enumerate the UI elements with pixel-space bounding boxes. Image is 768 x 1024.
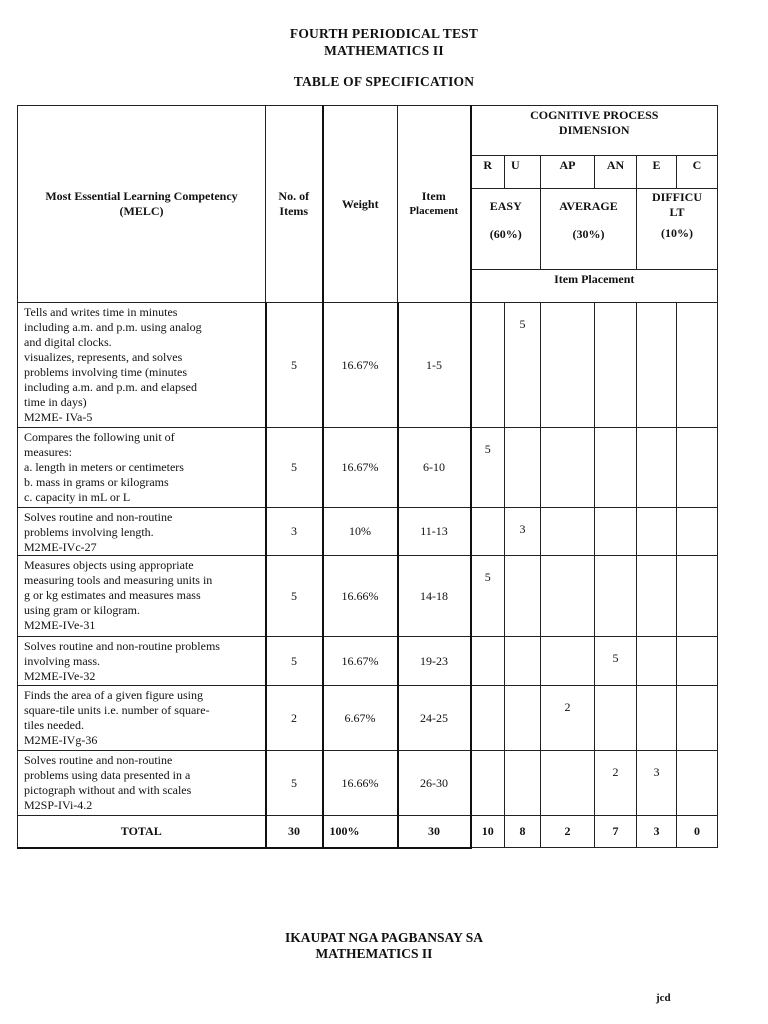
competency-line: c. capacity in mL or L	[24, 490, 131, 504]
level-c-cell	[677, 508, 718, 556]
weight-cell: 16.67%	[323, 637, 398, 686]
level-ap-cell	[541, 508, 595, 556]
level-ap-cell	[541, 637, 595, 686]
competency-cell	[18, 751, 266, 816]
difficulty-easy	[471, 189, 541, 270]
items-cell: 2	[266, 686, 323, 751]
weight-cell: 16.66%	[323, 751, 398, 816]
items-cell: 3	[266, 508, 323, 556]
competency-line: square-tile units i.e. number of square-	[24, 703, 210, 717]
competency-line: measures:	[24, 445, 72, 459]
competency-line: g or kg estimates and measures mass	[24, 588, 201, 602]
average-percent: (30%)	[572, 227, 605, 241]
level-u-cell	[505, 428, 541, 508]
level-c-cell	[677, 556, 718, 637]
title-line-3: TABLE OF SPECIFICATION	[293, 74, 475, 89]
total-r: 10	[471, 816, 505, 848]
items-cell: 5	[266, 303, 323, 428]
difficult-label-2: LT	[669, 205, 685, 219]
weight-cell: 10%	[323, 508, 398, 556]
level-an-cell: 5	[595, 637, 637, 686]
table-row	[18, 751, 718, 816]
competency-line: Solves routine and non-routine	[24, 753, 173, 767]
competency-line: M2ME-IVe-32	[24, 669, 96, 683]
competency-line: M2ME- IVa-5	[24, 410, 93, 424]
competency-cell	[18, 686, 266, 751]
competency-line: Solves routine and non-routine problems	[24, 639, 220, 653]
level-e-cell	[637, 303, 677, 428]
level-e: E	[637, 156, 677, 189]
level-r-cell	[471, 751, 505, 816]
placement-cell: 6-10	[398, 428, 471, 508]
table-row	[18, 508, 718, 556]
level-e-cell: 3	[637, 751, 677, 816]
footer-line-1: IKAUPAT NGA PAGBANSAY SA	[285, 930, 483, 945]
competency-cell	[18, 508, 266, 556]
level-u-cell	[505, 751, 541, 816]
competency-line: measuring tools and measuring units in	[24, 573, 213, 587]
total-items: 30	[266, 816, 323, 848]
competency-line: problems involving length.	[24, 525, 154, 539]
level-r-cell	[471, 508, 505, 556]
competency-cell	[18, 637, 266, 686]
level-c-cell	[677, 303, 718, 428]
competency-line: problems involving time (minutes	[24, 365, 187, 379]
footer-line-2: MATHEMATICS II	[315, 946, 433, 961]
title-line-2: MATHEMATICS II	[324, 43, 444, 58]
level-u-cell: 5	[505, 303, 541, 428]
items-cell: 5	[266, 428, 323, 508]
competency-line: Compares the following unit of	[24, 430, 175, 444]
level-u-cell	[505, 637, 541, 686]
table-row	[18, 428, 718, 508]
level-c: C	[677, 156, 718, 189]
level-ap-cell: 2	[541, 686, 595, 751]
header-cognitive-dimension: COGNITIVE PROCESS DIMENSION	[471, 106, 718, 156]
total-ap: 2	[541, 816, 595, 848]
level-u-cell: 3	[505, 508, 541, 556]
level-e-cell	[637, 428, 677, 508]
placement-cell: 14-18	[398, 556, 471, 637]
total-weight: 100%	[323, 816, 398, 848]
level-an-cell	[595, 303, 637, 428]
level-c-cell	[677, 686, 718, 751]
level-e-cell	[637, 637, 677, 686]
competency-line: Solves routine and non-routine	[24, 510, 173, 524]
header-melc: Most Essential Learning Competency (MELC)	[18, 106, 266, 303]
competency-cell	[18, 556, 266, 637]
level-r-cell: 5	[471, 556, 505, 637]
weight-cell: 16.66%	[323, 556, 398, 637]
competency-line: problems using data presented in a	[24, 768, 191, 782]
competency-line: pictograph without and with scales	[24, 783, 192, 797]
level-r: R	[471, 156, 505, 189]
items-cell: 5	[266, 556, 323, 637]
level-c-cell	[677, 751, 718, 816]
easy-percent: (60%)	[489, 227, 522, 241]
level-r-cell	[471, 637, 505, 686]
level-ap: AP	[541, 156, 595, 189]
competency-line: time in days)	[24, 395, 87, 409]
level-c-cell	[677, 637, 718, 686]
total-placement: 30	[398, 816, 471, 848]
header-no-of-items: No. of Items	[266, 106, 323, 303]
competency-line: b. mass in grams or kilograms	[24, 475, 169, 489]
table-row	[18, 556, 718, 637]
level-an-cell	[595, 556, 637, 637]
header-placement-label: Placement	[409, 205, 459, 217]
level-u: U	[505, 156, 541, 189]
items-cell: 5	[266, 751, 323, 816]
level-ap-cell	[541, 428, 595, 508]
competency-line: including a.m. and p.m. and elapsed	[24, 380, 197, 394]
total-c: 0	[677, 816, 718, 848]
total-label: TOTAL	[18, 816, 266, 848]
level-an-cell	[595, 686, 637, 751]
competency-line: and digital clocks.	[24, 335, 112, 349]
competency-line: M2ME-IVc-27	[24, 540, 97, 554]
header-weight: Weight	[323, 106, 398, 303]
table-row	[18, 303, 718, 428]
level-an-cell	[595, 428, 637, 508]
level-u-cell	[505, 556, 541, 637]
competency-line: Measures objects using appropriate	[24, 558, 194, 572]
competency-line: Tells and writes time in minutes	[24, 305, 178, 319]
total-an: 7	[595, 816, 637, 848]
header-item-label: Item	[421, 189, 446, 203]
level-ap-cell	[541, 303, 595, 428]
level-r-cell: 5	[471, 428, 505, 508]
competency-line: tiles needed.	[24, 718, 84, 732]
level-an-cell	[595, 508, 637, 556]
total-u: 8	[505, 816, 541, 848]
weight-cell: 16.67%	[323, 303, 398, 428]
table-row	[18, 686, 718, 751]
table-of-specification	[17, 105, 718, 849]
competency-line: visualizes, represents, and solves	[24, 350, 183, 364]
header-item-placement-sub: Item Placement	[471, 270, 718, 303]
placement-cell: 1-5	[398, 303, 471, 428]
competency-line: M2ME-IVg-36	[24, 733, 98, 747]
level-r-cell	[471, 303, 505, 428]
level-ap-cell	[541, 751, 595, 816]
level-an-cell: 2	[595, 751, 637, 816]
difficulty-difficult	[637, 189, 718, 270]
total-row	[18, 816, 718, 848]
level-e-cell	[637, 556, 677, 637]
competency-line: involving mass.	[24, 654, 101, 668]
weight-cell: 6.67%	[323, 686, 398, 751]
weight-cell: 16.67%	[323, 428, 398, 508]
competency-line: M2ME-IVe-31	[24, 618, 96, 632]
placement-cell: 24-25	[398, 686, 471, 751]
placement-cell: 11-13	[398, 508, 471, 556]
competency-cell	[18, 303, 266, 428]
competency-line: Finds the area of a given figure using	[24, 688, 203, 702]
level-an: AN	[595, 156, 637, 189]
placement-cell: 26-30	[398, 751, 471, 816]
level-e-cell	[637, 508, 677, 556]
table-row	[18, 637, 718, 686]
initials: jcd	[656, 992, 671, 1004]
competency-line: including a.m. and p.m. using analog	[24, 320, 202, 334]
difficult-percent: (10%)	[661, 226, 693, 240]
title-line-1: FOURTH PERIODICAL TEST	[289, 26, 479, 41]
competency-line: M2SP-IVi-4.2	[24, 798, 93, 812]
placement-cell: 19-23	[398, 637, 471, 686]
level-c-cell	[677, 428, 718, 508]
competency-cell	[18, 428, 266, 508]
items-cell: 5	[266, 637, 323, 686]
easy-label: EASY	[489, 199, 522, 213]
difficulty-average	[541, 189, 637, 270]
level-r-cell	[471, 686, 505, 751]
level-e-cell	[637, 686, 677, 751]
header-item-placement	[398, 106, 471, 303]
average-label: AVERAGE	[559, 199, 618, 213]
difficult-label-1: DIFFICU	[652, 190, 702, 204]
level-u-cell	[505, 686, 541, 751]
total-e: 3	[637, 816, 677, 848]
competency-line: using gram or kilogram.	[24, 603, 140, 617]
competency-line: a. length in meters or centimeters	[24, 460, 184, 474]
level-ap-cell	[541, 556, 595, 637]
